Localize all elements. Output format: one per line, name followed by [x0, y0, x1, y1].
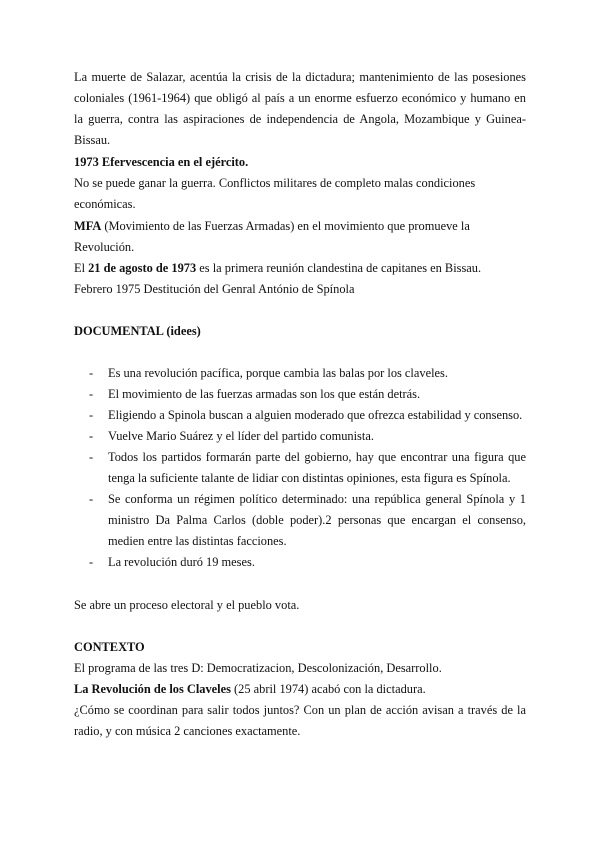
- list-item: - Es una revolución pacífica, porque cambia las balas por los claveles.: [74, 363, 526, 384]
- list-item: - Eligiendo a Spinola buscan a alguien moderado que ofrezca estabilidad y consenso.: [74, 405, 526, 426]
- contexto-section: [74, 637, 526, 742]
- section-1973-heading: 1973 Efervescencia en el ejército.: [74, 155, 249, 169]
- documental-list: [74, 363, 526, 573]
- list-dash: -: [89, 492, 94, 506]
- list-item: - Se conforma un régimen político determinado: una república general Spínola y 1 ministro Da Palma Carlos (doble poder).2 personas que encargan el consenso, medien entre las distintas facciones.: [74, 489, 526, 552]
- electoral-paragraph: Se abre un proceso electoral y el pueblo vota.: [74, 598, 300, 612]
- list-item: - La revolución duró 19 meses.: [74, 552, 526, 573]
- list-item: - Vuelve Mario Suárez y el líder del partido comunista.: [74, 426, 526, 447]
- section-1973: [74, 152, 526, 215]
- list-dash: -: [89, 555, 94, 569]
- contexto-revolution-line: La Revolución de los Claveles (25 abril 1974) acabó con la dictadura.: [74, 682, 426, 696]
- meeting-date: 21 de agosto de 1973: [88, 261, 197, 275]
- contexto-heading: CONTEXTO: [74, 640, 145, 654]
- contexto-program-line: El programa de las tres D: Democratizacion, Descolonización, Desarrollo.: [74, 661, 442, 675]
- section-1973-text: No se puede ganar la guerra. Conflictos militares de completo malas condiciones económicas.: [74, 176, 476, 211]
- dates-paragraph: [74, 258, 526, 300]
- list-dash: -: [89, 387, 94, 401]
- mfa-acronym: MFA: [74, 219, 102, 233]
- list-item: - El movimiento de las fuerzas armadas son los que están detrás.: [74, 384, 526, 405]
- mfa-paragraph: [74, 216, 526, 258]
- revolution-name: La Revolución de los Claveles: [74, 682, 231, 696]
- dates-pre: El: [74, 261, 89, 275]
- list-dash: -: [89, 450, 94, 464]
- contexto-question: ¿Cómo se coordinan para salir todos juntos? Con un plan de acción avisan a través de la radio, y con música 2 canciones exactamente.: [74, 703, 526, 738]
- documental-heading: DOCUMENTAL (idees): [74, 324, 201, 338]
- dismissal-line: Febrero 1975 Destitución del Genral António de Spínola: [74, 282, 355, 296]
- mfa-description: (Movimiento de las Fuerzas Armadas) en el movimiento que promueve la Revolución.: [74, 219, 470, 254]
- list-dash: -: [89, 408, 94, 422]
- list-dash: -: [89, 429, 94, 443]
- dates-post: es la primera reunión clandestina de capitanes en Bissau.: [196, 261, 482, 275]
- list-dash: -: [89, 366, 94, 380]
- intro-paragraph: La muerte de Salazar, acentúa la crisis de la dictadura; mantenimiento de las posesiones coloniales (1961-1964) que obligó al país a un enorme esfuerzo económico y humano en la guerra, contra las aspiraciones de independencia de Angola, Mozambique y Guinea-Bissau.: [74, 70, 526, 147]
- list-item: - Todos los partidos formarán parte del gobierno, hay que encontrar una figura que tenga la suficiente talante de lidiar con distintas opiniones, esta figura es Spínola.: [74, 447, 526, 489]
